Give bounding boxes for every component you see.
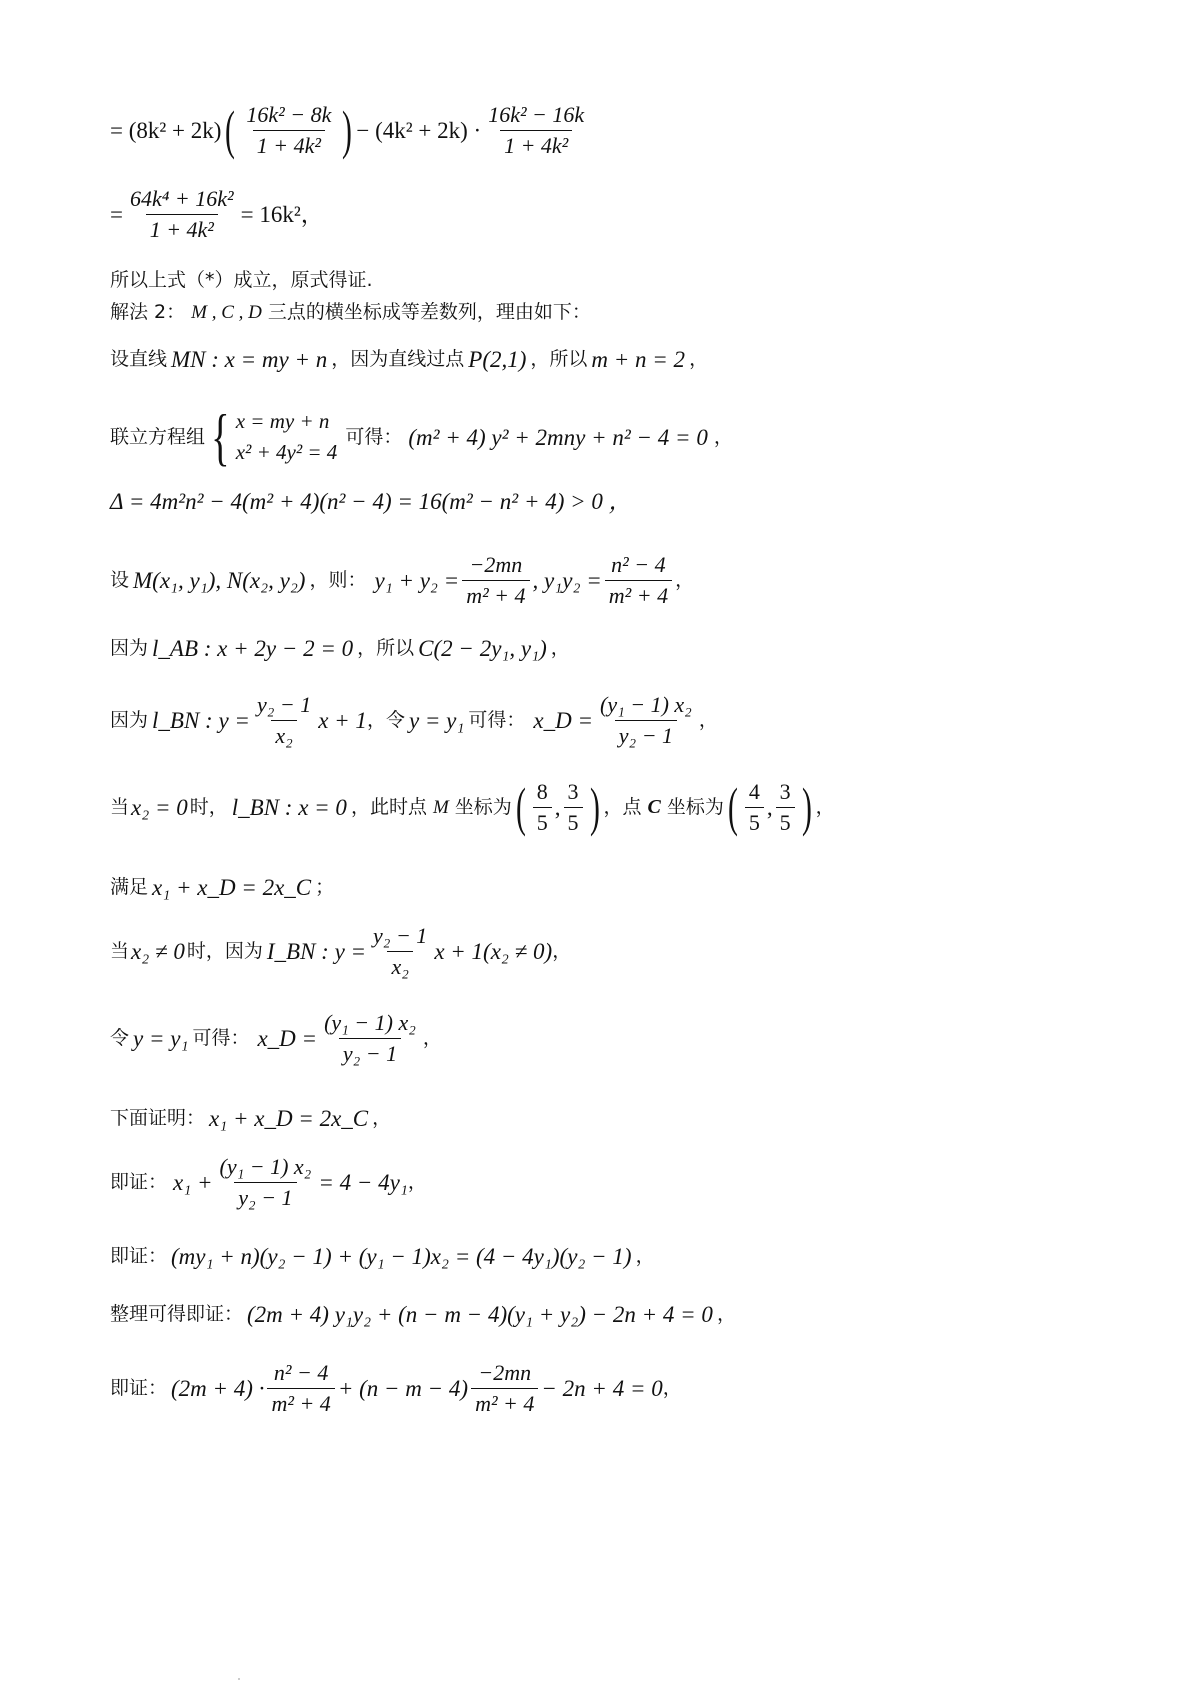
math: l_AB : x + 2y − 2 = 0 (152, 636, 354, 661)
text-line-5 (110, 348, 708, 371)
text: 坐标为 (666, 795, 724, 818)
text-line-12 (110, 876, 334, 899)
text-line-16 (110, 1156, 427, 1209)
denominator: m² + 4 (267, 1388, 334, 1415)
math: x_D = (257, 1026, 318, 1051)
equation-system (236, 406, 338, 469)
denominator: m² + 4 (462, 580, 529, 607)
numerator: 4 (748, 778, 760, 804)
fraction (533, 778, 552, 835)
discriminant: Δ = 4m²n² − 4(m² + 4)(n² − 4) = 16(m² − n² + 4) > 0 ， (110, 489, 632, 514)
math: x₁ + x_D = 2x_C (152, 875, 312, 900)
math: y = y₁ (408, 708, 465, 733)
text: ，所以 (357, 637, 415, 659)
fraction (320, 1012, 420, 1065)
denominator: 5 (533, 807, 552, 834)
text-line-17 (110, 1245, 655, 1268)
denominator: y₂ − 1 (339, 1038, 401, 1065)
text: ， (422, 1027, 442, 1049)
equation-line-2 (110, 188, 324, 241)
math: x₂ = 0 (131, 794, 188, 820)
text: 联立方程组 (110, 425, 206, 448)
text: 时， (189, 795, 228, 818)
points-label: M , C , D (191, 302, 262, 323)
text: ； (315, 876, 335, 898)
math: C (647, 796, 661, 818)
denominator: y₂ − 1 (234, 1182, 296, 1209)
denominator: x₂ (271, 720, 296, 747)
text: ， (689, 348, 709, 370)
math: y₁ + y₂ = (374, 568, 460, 593)
math: P(2,1) (468, 347, 527, 372)
text-line-10 (110, 694, 718, 747)
text: 时，因为 (186, 940, 263, 962)
fraction (267, 1362, 334, 1415)
math: l_BN : y = (152, 708, 250, 733)
fraction (253, 694, 315, 747)
math: M(x₁, y₁), N(x₂, y₂) (133, 568, 306, 593)
text: ， (698, 709, 718, 731)
text: 即证： (110, 1245, 168, 1267)
text-line-15 (110, 1107, 391, 1130)
brace: { (211, 401, 230, 472)
expr-part: = 16k²， (240, 202, 324, 227)
math: (m² + 4) y² + 2mny + n² − 4 = 0 (408, 424, 708, 450)
math: MN : x = my + n (171, 347, 328, 372)
denominator: 5 (776, 807, 795, 834)
numerator: y₂ − 1 (256, 692, 312, 717)
equation: x = my + n (235, 408, 330, 433)
math: I_BN : y = (266, 939, 367, 964)
text-line-4 (110, 303, 591, 322)
fraction (605, 554, 672, 607)
text: 令 (110, 1027, 130, 1049)
text-line-18 (110, 1303, 736, 1326)
text: 因为 (110, 709, 149, 731)
denominator: 1 + 4k² (500, 130, 572, 157)
text: ，则： (309, 569, 367, 591)
denominator: 5 (745, 807, 764, 834)
numerator: −2mn (469, 552, 523, 577)
math: x₁ + (173, 1170, 213, 1195)
text-line-14 (110, 1012, 442, 1065)
text: 整理可得即证： (110, 1303, 244, 1325)
text: ， (716, 1303, 736, 1325)
math: l_BN : x = 0 (231, 794, 347, 820)
fraction (564, 778, 583, 835)
math: M (432, 796, 449, 818)
paren-open: ( (515, 777, 526, 837)
text-line-11: 当 x₂ = 0 时， l_BN : x = 0 ，此时点 M 坐标为 ( $\frac{8}{5}$ , $\frac{3}{5}$ ) ，点 C 坐标为 ( $\frac{4}{5}$ , $\frac{3}{5}$ ) ， (110, 777, 835, 837)
fraction (242, 101, 335, 158)
text: 坐标为 (454, 795, 512, 818)
paren-close: ) (589, 777, 600, 837)
denominator: y₂ − 1 (615, 720, 677, 747)
numerator: n² − 4 (611, 552, 666, 577)
math: x₁ + x_D = 2x_C (209, 1106, 369, 1131)
math: = 4 − 4y₁ (318, 1170, 408, 1195)
fraction (216, 1156, 316, 1209)
text: ，点 (603, 795, 642, 818)
math: (2m + 4) · (171, 1376, 265, 1401)
math: + (n − m − 4) (337, 1376, 469, 1401)
denominator: 1 + 4k² (253, 130, 325, 157)
expr-part: − (4k² + 2k) · (356, 117, 482, 143)
text-line-3 (110, 271, 373, 290)
math: (2m + 4) y₁y₂ + (n − m − 4)(y₁ + y₂) − 2n + 4 = 0 (247, 1302, 713, 1327)
fraction (596, 694, 696, 747)
text: 可得： (345, 425, 403, 448)
math: x + 1(x₂ ≠ 0) (434, 939, 553, 964)
numerator: 16k² − 16k (488, 101, 585, 127)
numerator: 8 (536, 778, 548, 804)
page-speck (238, 1678, 240, 1680)
text-line-9 (110, 637, 570, 660)
text: 满足 (110, 876, 149, 898)
text-line-7 (110, 490, 632, 513)
fraction (369, 925, 431, 978)
math: − 2n + 4 = 0 (541, 1376, 663, 1401)
text: 当 (110, 940, 130, 962)
denominator: m² + 4 (605, 580, 672, 607)
text: 设直线 (110, 348, 168, 370)
numerator: (y₁ − 1) x₂ (219, 1154, 312, 1179)
text: 即证： (110, 1171, 168, 1193)
denominator: 1 + 4k² (146, 214, 218, 241)
paren-close: ) (342, 100, 353, 160)
numerator: y₂ − 1 (373, 923, 428, 948)
text: 即证： (110, 1377, 168, 1399)
text: ， (675, 569, 695, 591)
text: ， (815, 795, 835, 818)
numerator: 64k⁴ + 16k² (129, 186, 234, 211)
paren-close: ) (801, 777, 812, 837)
equation: x² + 4y² = 4 (235, 440, 338, 464)
math: m + n = 2 (591, 347, 686, 372)
numerator: n² − 4 (273, 1360, 329, 1385)
text: ， (552, 940, 572, 962)
math: x₂ ≠ 0 (131, 939, 185, 964)
text: ， (372, 1107, 392, 1129)
text: ， (407, 1171, 427, 1193)
numerator: (y₁ − 1) x₂ (324, 1010, 416, 1035)
fraction (126, 188, 238, 241)
equals-sign: = (110, 202, 123, 227)
denominator: m² + 4 (471, 1388, 538, 1415)
method-text: 三点的横坐标成等差数列，理由如下： (267, 301, 591, 323)
text: 因为 (110, 637, 149, 659)
text: 当 (110, 795, 130, 818)
math: x_D = (533, 708, 593, 733)
fraction (484, 101, 588, 158)
text: 可得： (192, 1027, 250, 1049)
expr-part: = (8k² + 2k) (110, 117, 222, 143)
numerator: 16k² − 8k (246, 101, 332, 127)
text: ， (635, 1245, 655, 1267)
conclusion-text: 所以上式（*）成立，原式得证. (110, 269, 373, 291)
numerator: −2mn (478, 1360, 532, 1385)
math: (my₁ + n)(y₂ − 1) + (y₁ − 1)x₂ = (4 − 4y₁)(y₂ − 1) (171, 1244, 632, 1269)
fraction (745, 778, 764, 835)
text: 下面证明： (110, 1107, 206, 1129)
numerator: 3 (779, 778, 791, 804)
text-line-8 (110, 554, 694, 607)
text-line-19 (110, 1362, 682, 1415)
text: ，因为直线过点 (331, 348, 465, 370)
paren-open: ( (225, 100, 236, 160)
text-line-6 (110, 401, 733, 472)
text: ， (550, 637, 570, 659)
denominator: x₂ (387, 951, 412, 978)
numerator: (y₁ − 1) x₂ (600, 692, 692, 717)
text: ，此时点 (350, 795, 427, 818)
text: 设 (110, 569, 130, 591)
fraction (462, 554, 529, 607)
math: y = y₁ (133, 1026, 189, 1051)
fraction (471, 1362, 538, 1415)
numerator: 3 (567, 778, 579, 804)
text: 可得： (468, 709, 526, 731)
math: x + 1 (318, 708, 367, 733)
paren-open: ( (727, 777, 738, 837)
text: ，令 (366, 709, 405, 731)
text: ， (713, 425, 733, 448)
math: C(2 − 2y₁, y₁) (418, 636, 547, 661)
math: , y₁y₂ = (532, 568, 602, 593)
text: ，所以 (530, 348, 588, 370)
method-heading: 解法 2： (110, 301, 186, 323)
text: ， (662, 1377, 682, 1399)
equation-line-1 (110, 100, 591, 160)
text-line-13 (110, 925, 571, 978)
fraction (776, 778, 795, 835)
denominator: 5 (564, 807, 583, 834)
